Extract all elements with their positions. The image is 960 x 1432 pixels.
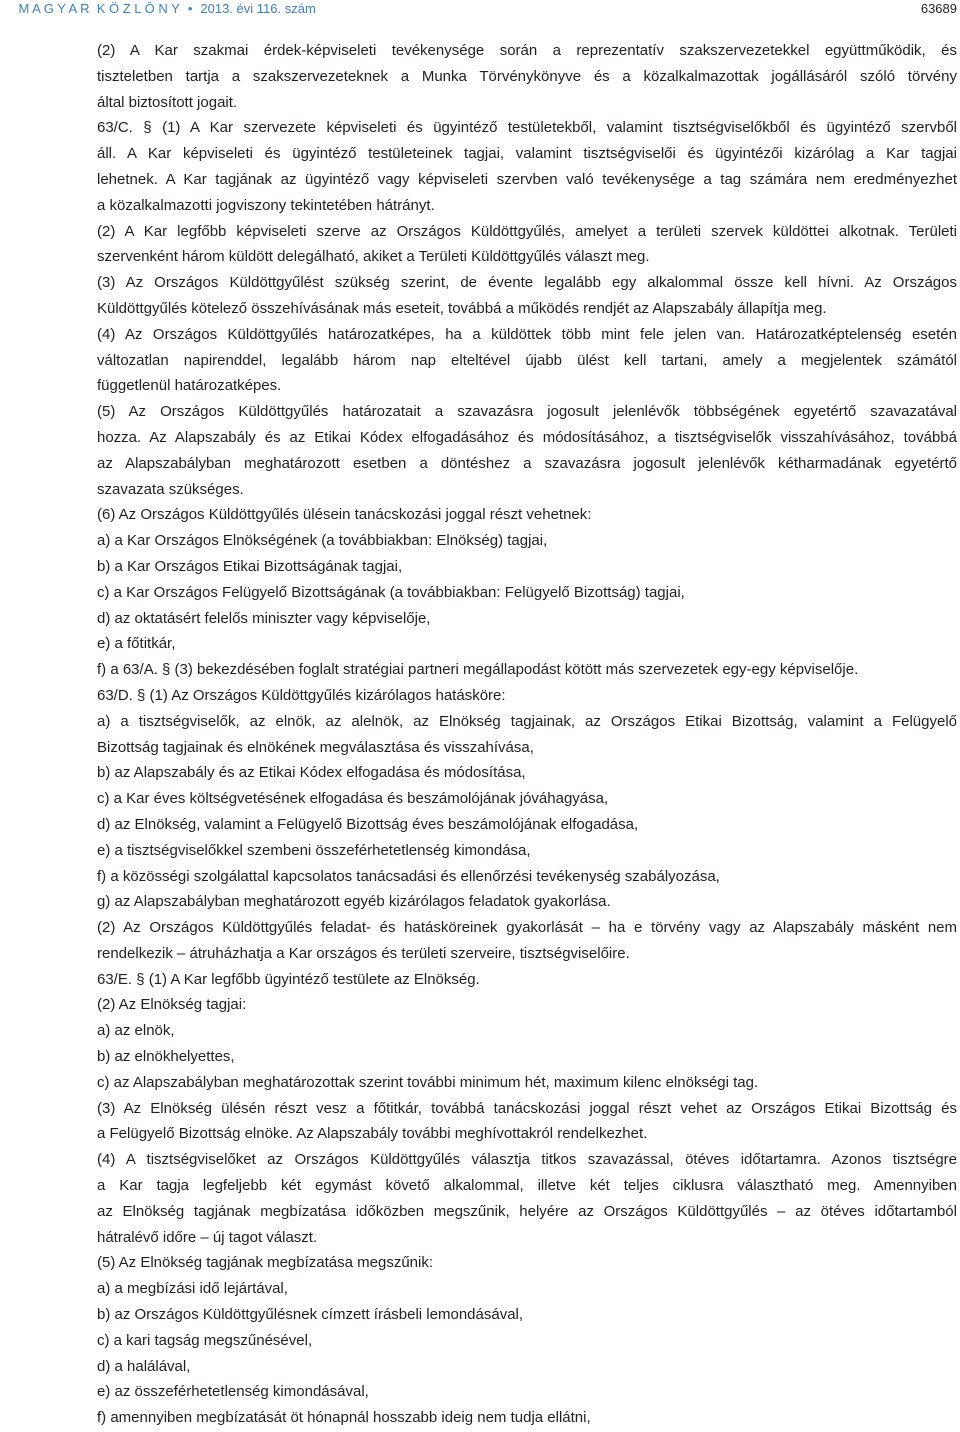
paragraph [97, 580, 957, 606]
text-line: d) a halálával, [97, 1357, 191, 1375]
paragraph [97, 889, 957, 915]
text-line: a Felügyelő Bizottság elnöke. Az Alapszabály további meghívottakról rendelkezhet. [97, 1125, 648, 1143]
text-line: c) a Kar éves költségvetésének elfogadása és beszámolójának jóváhagyása, [97, 790, 609, 808]
text-line: d) az oktatásért felelős miniszter vagy képviselője, [97, 609, 431, 627]
paragraph [97, 1070, 957, 1096]
text-line: a) az elnök, [97, 1022, 175, 1040]
text-line: (6) Az Országos Küldöttgyűlés ülésein tanácskozási joggal részt vehetnek: [97, 506, 592, 524]
text-line: e) az összeférhetetlenség kimondásával, [97, 1383, 369, 1401]
header-separator: • [187, 1, 193, 16]
text-line: Küldöttgyűlés kötelező összehívásának más eseteit, továbbá a működés rendjét az Alapszabály állapítja meg. [97, 299, 827, 317]
paragraph [97, 1276, 957, 1302]
text-line: 63/E. § (1) A Kar legfőbb ügyintéző testülete az Elnökség. [97, 970, 480, 988]
text-line: az Elnökség tagjának megbízatása időközben megszűnik, helyére az Országos Küldöttgyűlés – az ötéves időtartamból [97, 1202, 957, 1220]
paragraph [97, 219, 957, 271]
text-line: hozza. Az Alapszabály és az Etikai Kódex elfogadásához és módosításához, a tisztségviselők visszahívásához, továbbá [97, 428, 957, 446]
paragraph [97, 657, 957, 683]
text-line: Bizottság tagjainak és elnökének megválasztása és visszahívása, [97, 738, 534, 756]
paragraph [97, 915, 957, 967]
paragraph [97, 864, 957, 890]
text-line: (4) Az Országos Küldöttgyűlés határozatképes, ha a küldöttek több mint fele jelen van. Határozatképtelenség esetén [97, 325, 957, 343]
text-line: (3) Az Országos Küldöttgyűlést szükség szerint, de évente legalább egy alkalommal össze kell hívni. Az Országos [97, 274, 957, 292]
paragraph [97, 709, 957, 761]
paragraph [97, 1354, 957, 1380]
text-line: (2) Az Elnökség tagjai: [97, 996, 247, 1014]
text-line: e) a tisztségviselőkkel szembeni összeférhetetlenség kimondása, [97, 841, 531, 859]
text-line: (2) A Kar legfőbb képviseleti szerve az Országos Küldöttgyűlés, amelyet a területi szervek küldöttei alkotnak. Területi [97, 222, 957, 240]
running-header [4, 0, 957, 17]
text-line: c) az Alapszabályban meghatározottak szerint további minimum hét, maximum kilenc elnökségi tag. [97, 1073, 759, 1091]
paragraph [97, 502, 957, 528]
text-line: függetlenül határozatképes. [97, 377, 282, 395]
paragraph [97, 322, 957, 399]
text-line: f) a közösségi szolgálattal kapcsolatos tanácsadási és ellenőrzési tevékenység szabályozása, [97, 867, 720, 885]
publication-title: M A G Y A R K Ö Z L Ö N Y [18, 1, 180, 16]
paragraph [97, 1147, 957, 1250]
text-line: g) az Alapszabályban meghatározott egyéb kizárólagos feladatok gyakorlása. [97, 893, 611, 911]
text-line: a) a megbízási idő lejártával, [97, 1280, 288, 1298]
paragraph [97, 1044, 957, 1070]
text-line: e) a főtitkár, [97, 635, 176, 653]
paragraph [97, 1379, 957, 1405]
text-line: (5) Az Elnökség tagjának megbízatása megszűnik: [97, 1254, 434, 1272]
paragraph [97, 838, 957, 864]
paragraph [97, 554, 957, 580]
paragraph [97, 683, 957, 709]
text-line: hátralévő időre – új tagot választ. [97, 1228, 318, 1246]
paragraph [97, 967, 957, 993]
text-line: 63/C. § (1) A Kar szervezete képviseleti és ügyintéző testületekből, valamint tisztségviselőkből és ügyintéző szervből [97, 119, 957, 137]
document-body [97, 38, 957, 1431]
text-line: szervenként három küldött delegálható, akiket a Területi Küldöttgyűlés választ meg. [97, 248, 650, 266]
paragraph [97, 812, 957, 838]
issue-number: 2013. évi 116. szám [200, 1, 316, 16]
paragraph [97, 606, 957, 632]
text-line: d) az Elnökség, valamint a Felügyelő Bizottság éves beszámolójának elfogadása, [97, 815, 639, 833]
text-line: változatlan napirenddel, legalább három nap elteltével újabb ülést kell tartani, amely a megjelentek számától [97, 351, 957, 369]
paragraph [97, 1250, 957, 1276]
text-line: a Kar tagja legfeljebb két egymást követő alkalommal, illetve két teljes ciklusra választható meg. Amennyiben [97, 1177, 957, 1195]
text-line: b) a Kar Országos Etikai Bizottságának tagjai, [97, 557, 403, 575]
paragraph [97, 1328, 957, 1354]
text-line: tiszteletben tartja a szakszervezeteknek a Munka Törvénykönyve és a közalkalmazottak jogállásáról szóló törvény [97, 67, 957, 85]
page-number: 63689 [920, 1, 957, 16]
text-line: f) amennyiben megbízatását öt hónapnál hosszabb ideig nem tudja ellátni, [97, 1409, 591, 1427]
text-line: b) az elnökhelyettes, [97, 1048, 235, 1066]
text-line: lehetnek. A Kar tagjának az ügyintéző vagy képviseleti szervben való tevékenysége a tag számára nem eredményezhet [97, 170, 957, 188]
text-line: áll. A Kar képviseleti és ügyintéző testületeinek tagjai, valamint tisztségviselői és ügyintézői kizárólag a Kar tagjai [97, 145, 957, 163]
text-line: szavazata szükséges. [97, 480, 244, 498]
paragraph [97, 1302, 957, 1328]
text-line: az Alapszabályban meghatározott esetben a döntéshez a szavazásra jogosult jelenlévők kétharmadának egyetértő [97, 454, 957, 472]
text-line: a) a Kar Országos Elnökségének (a továbbiakban: Elnökség) tagjai, [97, 532, 548, 550]
text-line: a) a tisztségviselők, az elnök, az alelnök, az Elnökség tagjainak, az Országos Etikai Bizottság, valamint a Felügyelő [97, 712, 957, 730]
text-line: f) a 63/A. § (3) bekezdésében foglalt stratégiai partneri megállapodást kötött más szervezetek egy-egy képviselője. [97, 661, 859, 679]
paragraph [97, 786, 957, 812]
paragraph [97, 399, 957, 502]
text-line: (2) Az Országos Küldöttgyűlés feladat- és hatásköreinek gyakorlását – ha e törvény vagy az Alapszabály másként nem [97, 919, 957, 937]
text-line: c) a kari tagság megszűnésével, [97, 1331, 313, 1349]
paragraph [97, 38, 957, 115]
text-line: b) az Alapszabály és az Etikai Kódex elfogadása és módosítása, [97, 764, 526, 782]
text-line: a közalkalmazotti jogviszony tekintetében hátrányt. [97, 196, 435, 214]
text-line: rendelkezik – átruházhatja a Kar országos és területi szerveire, tisztségviselőire. [97, 944, 630, 962]
text-line: (4) A tisztségviselőket az Országos Küldöttgyűlés választja titkos szavazással, ötéves időtartamra. Azonos tisztségre [97, 1151, 957, 1169]
paragraph [97, 631, 957, 657]
text-line: 63/D. § (1) Az Országos Küldöttgyűlés kizárólagos hatásköre: [97, 686, 506, 704]
paragraph [97, 1405, 957, 1431]
paragraph [97, 992, 957, 1018]
text-line: (2) A Kar szakmai érdek-képviseleti tevékenysége során a reprezentatív szakszervezetekkel együttműködik, és [97, 42, 957, 59]
text-line: által biztosított jogait. [97, 93, 238, 111]
paragraph [97, 270, 957, 322]
publication-info [4, 0, 316, 34]
paragraph [97, 760, 957, 786]
text-line: c) a Kar Országos Felügyelő Bizottságának (a továbbiakban: Felügyelő Bizottság) tagjai, [97, 583, 685, 601]
paragraph [97, 528, 957, 554]
paragraph [97, 115, 957, 218]
text-line: (5) Az Országos Küldöttgyűlés határozatait a szavazásra jogosult jelenlévők többségének egyetértő szavazatával [97, 403, 957, 421]
text-line: b) az Országos Küldöttgyűlésnek címzett írásbeli lemondásával, [97, 1306, 524, 1324]
text-line: (3) Az Elnökség ülésén részt vesz a főtitkár, továbbá tanácskozási joggal részt vehet az Országos Etikai Bizottság és [97, 1099, 957, 1117]
paragraph [97, 1018, 957, 1044]
paragraph [97, 1096, 957, 1148]
